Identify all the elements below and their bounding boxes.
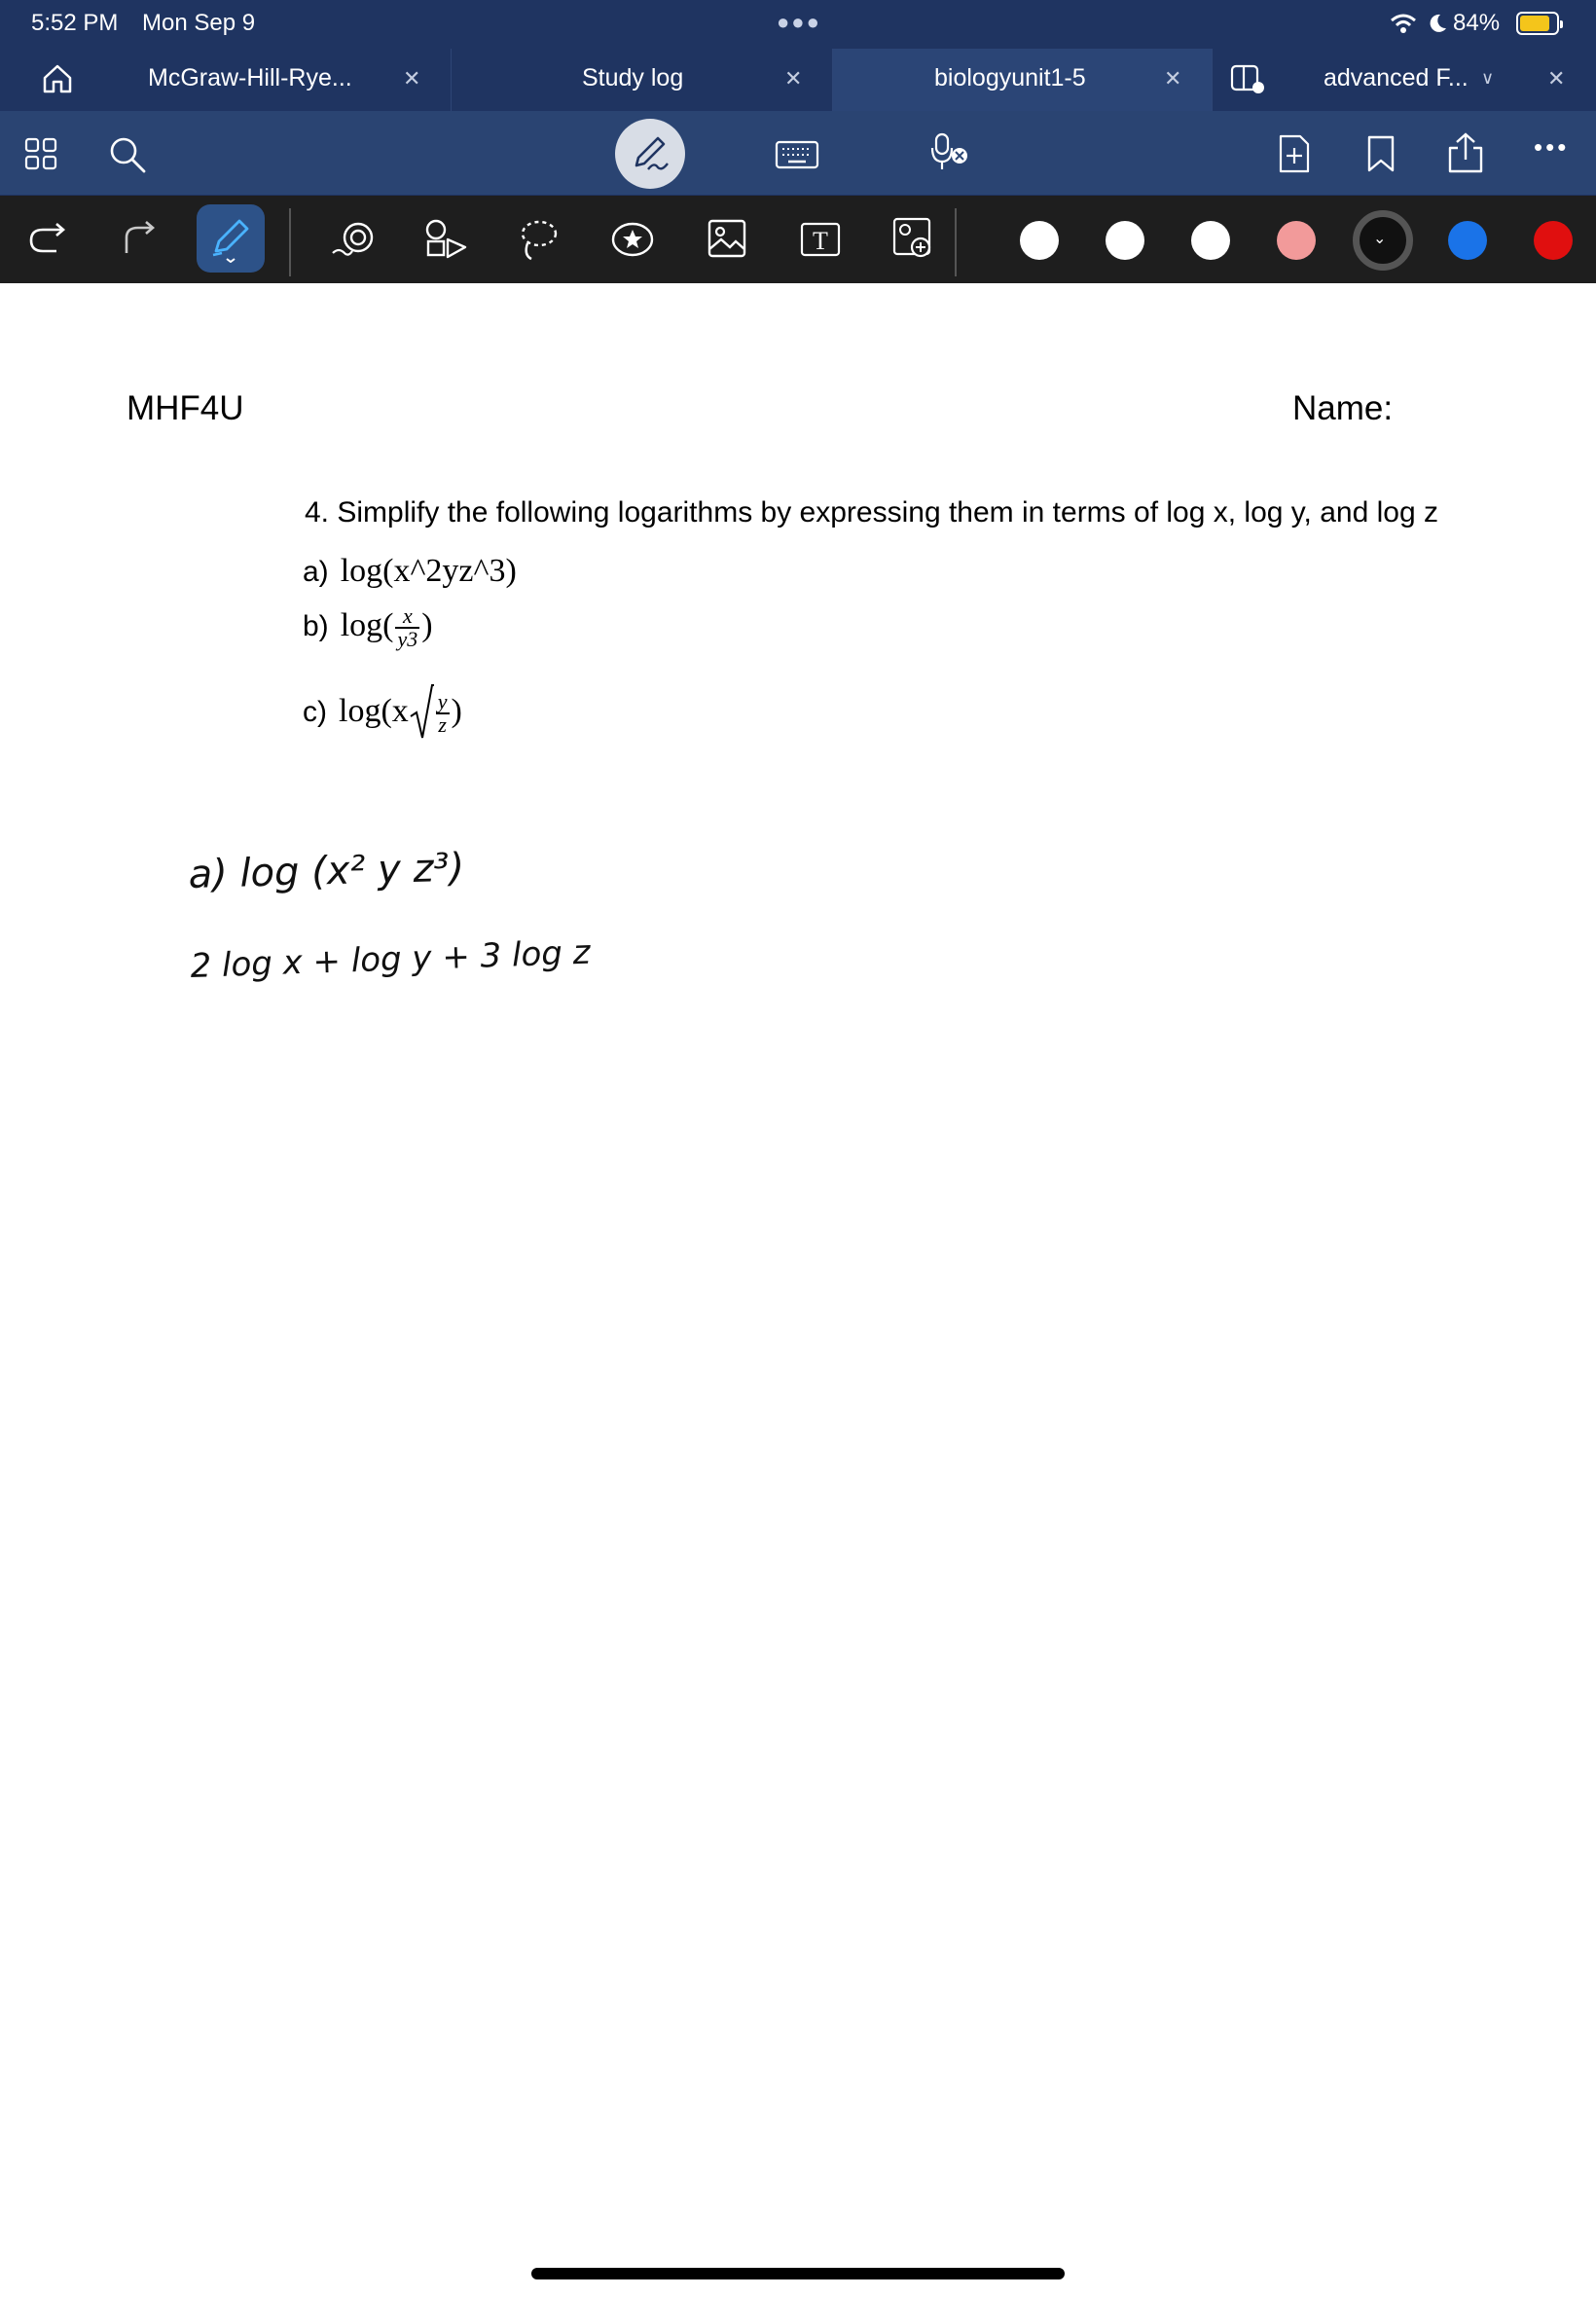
handwriting-line-1: a) log (x² y z³) <box>188 845 465 897</box>
wifi-icon <box>1389 12 1418 35</box>
app-chrome <box>0 0 1596 255</box>
tab-label: Study log <box>582 64 684 91</box>
redo-icon[interactable] <box>113 220 156 259</box>
split-view-icon[interactable] <box>1230 64 1265 95</box>
close-icon[interactable]: ✕ <box>403 66 421 91</box>
svg-text:T: T <box>813 227 828 255</box>
question-part-c: c) log(x $\frac{y}{z}$ ) <box>303 691 462 736</box>
multitask-dots-icon[interactable]: ●●● <box>777 10 821 34</box>
question-part-b: b) log( $\frac{x}{y3}$ ) <box>303 603 433 651</box>
close-icon[interactable]: ✕ <box>1547 66 1566 91</box>
tab-biologyunit[interactable] <box>833 49 1213 111</box>
handwriting-line-2: 2 log x + log y + 3 log z <box>189 932 592 986</box>
more-icon[interactable]: ••• <box>1534 132 1570 162</box>
shapes-icon[interactable] <box>422 218 469 261</box>
square-root: $\frac{y}{z}$ <box>409 691 452 736</box>
color-swatch-white[interactable] <box>1191 221 1230 260</box>
eraser-icon[interactable] <box>331 218 376 261</box>
expression-b-prefix: log( <box>340 606 394 643</box>
tab-study-log[interactable] <box>452 49 833 111</box>
expression-c-prefix: log(x <box>339 692 409 729</box>
question-part-a: a) log(x^2yz^3) <box>303 553 517 589</box>
bookmark-icon[interactable] <box>1364 134 1397 173</box>
battery-fill <box>1520 16 1549 31</box>
home-icon[interactable] <box>41 62 74 95</box>
divider <box>289 208 291 276</box>
divider <box>955 208 957 276</box>
pen-icon <box>629 132 671 175</box>
battery-icon <box>1516 12 1559 35</box>
share-icon[interactable] <box>1444 130 1487 175</box>
elements-icon[interactable] <box>891 216 936 263</box>
name-label: Name: <box>1292 389 1394 427</box>
keyboard-icon[interactable] <box>775 134 819 173</box>
grid-view-icon[interactable] <box>23 136 58 171</box>
color-swatch-pink[interactable] <box>1277 221 1316 260</box>
question-text: 4. Simplify the following logarithms by expressing them in terms of log x, log y, and log z <box>305 496 1438 529</box>
moon-icon <box>1426 12 1449 35</box>
handwriting-mode-button[interactable] <box>615 119 685 189</box>
status-bar <box>0 0 1596 49</box>
tab-label: McGraw-Hill-Rye... <box>148 64 352 91</box>
battery-percent: 84% <box>1453 10 1501 36</box>
sticker-icon[interactable] <box>609 218 656 261</box>
color-swatch-white[interactable] <box>1106 221 1144 260</box>
close-icon[interactable]: ✕ <box>784 66 803 91</box>
pen-icon <box>208 214 253 263</box>
text-box-icon[interactable] <box>796 220 845 259</box>
tab-mcgraw-hill[interactable] <box>117 49 452 111</box>
microphone-icon[interactable] <box>928 130 973 175</box>
expression-a: log(x^2yz^3) <box>340 553 517 589</box>
color-swatch-red[interactable] <box>1534 221 1573 260</box>
tab-label: advanced F... <box>1324 64 1469 91</box>
status-date: Mon Sep 9 <box>142 10 256 36</box>
status-time: 5:52 PM <box>31 10 119 36</box>
lasso-icon[interactable] <box>518 216 561 263</box>
tab-label: biologyunit1-5 <box>934 64 1086 91</box>
add-page-icon[interactable] <box>1275 132 1314 175</box>
pen-tool-button[interactable] <box>197 204 265 273</box>
course-code: MHF4U <box>127 389 244 427</box>
color-swatch-blue[interactable] <box>1448 221 1487 260</box>
close-icon[interactable]: ✕ <box>1164 66 1182 91</box>
tab-advanced[interactable] <box>1213 49 1596 111</box>
document-page[interactable] <box>0 284 1596 2297</box>
search-icon[interactable] <box>107 134 148 175</box>
image-icon[interactable] <box>707 218 747 259</box>
home-indicator[interactable] <box>531 2268 1065 2279</box>
undo-icon[interactable] <box>27 220 70 259</box>
chevron-down-icon: ⌄ <box>1373 231 1387 247</box>
fraction-x-over-y3: $\frac{x}{y3}$ <box>397 603 418 651</box>
handwriting-layer[interactable] <box>0 284 1596 1063</box>
color-swatch-white[interactable] <box>1020 221 1059 260</box>
tab-bar <box>0 49 1596 111</box>
chevron-down-icon[interactable]: ∨ <box>1481 68 1495 88</box>
color-swatch-black-selected[interactable] <box>1353 210 1413 271</box>
